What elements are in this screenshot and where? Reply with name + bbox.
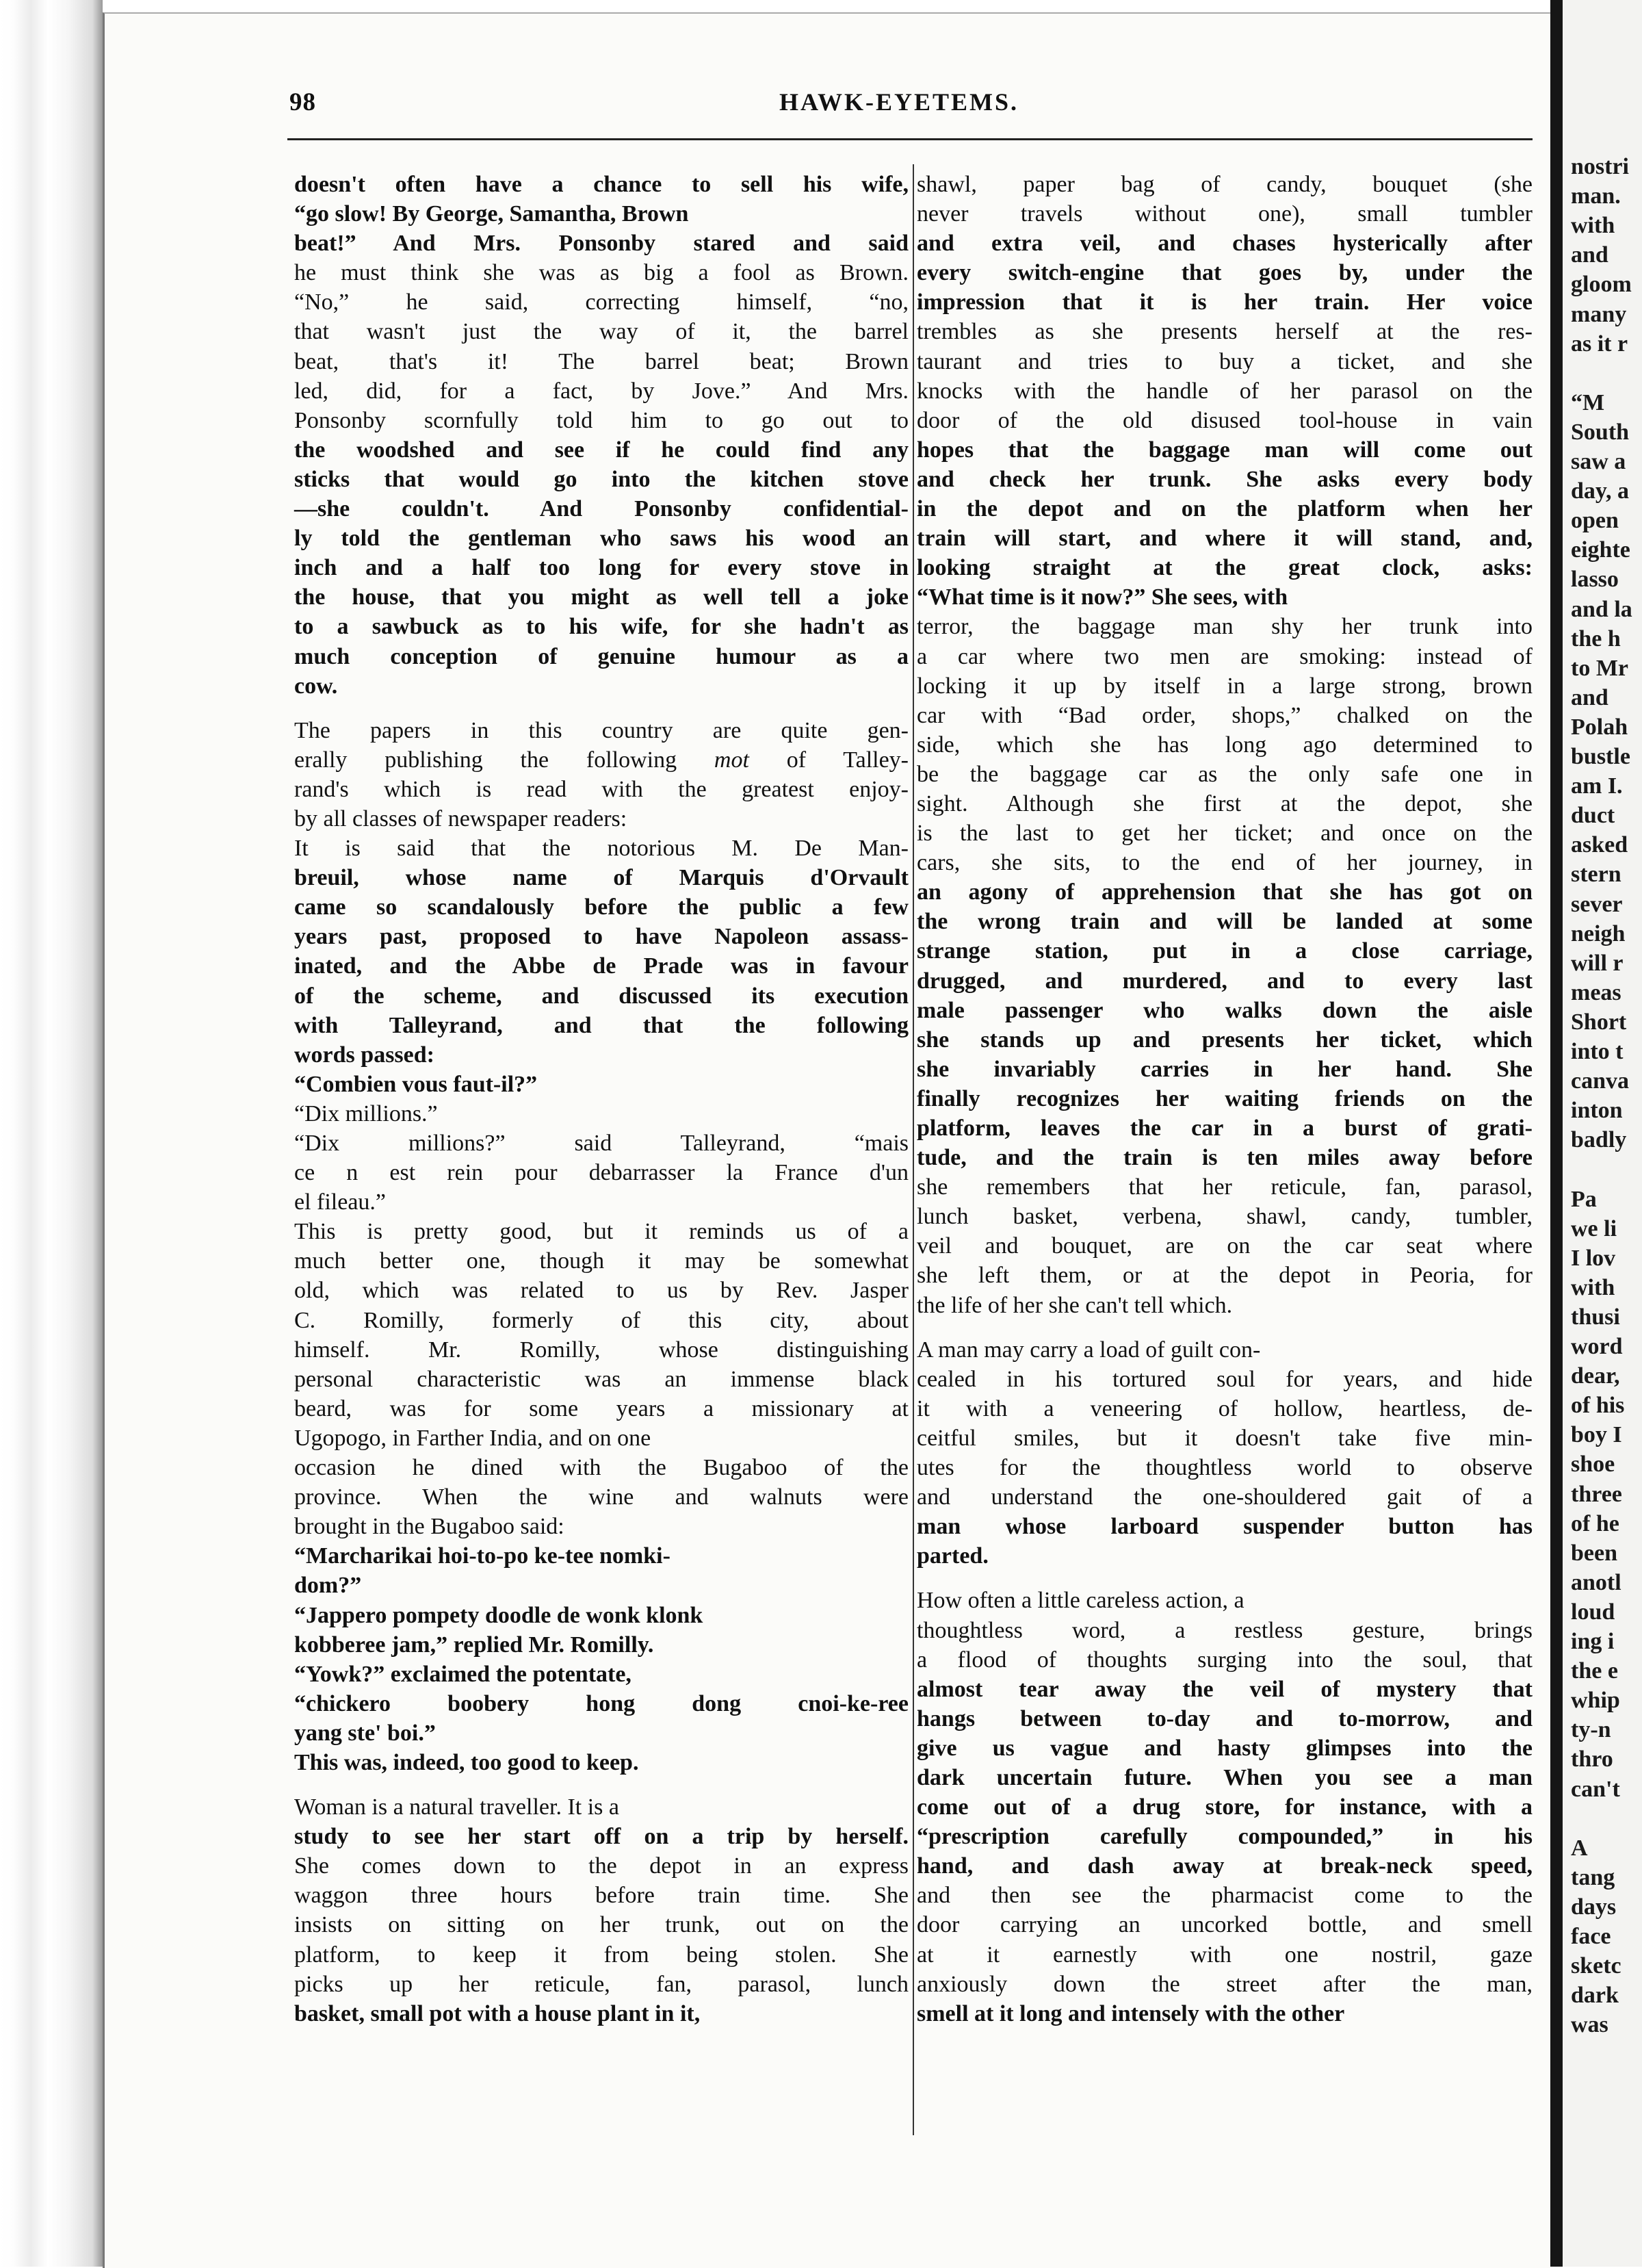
next-page-fragment: was [1571, 2012, 1608, 2038]
text-line: cealed in his tortured soul for years, and hide [917, 1366, 1533, 1392]
text-line: inated, and the Abbe de Prade was in favour [294, 953, 909, 979]
running-title: HAWK-EYETEMS. [779, 88, 1019, 116]
text-line: with Talleyrand, and that the following [294, 1012, 909, 1038]
text-line: man whose larboard suspender button has [917, 1514, 1533, 1540]
text-line: and then see the pharmacist come to the [917, 1883, 1533, 1909]
next-page-fragment: to Mr [1571, 655, 1629, 681]
text-line: anxiously down the street after the man, [917, 1971, 1533, 1997]
text-line: beat!” And Mrs. Ponsonby stared and said [294, 231, 909, 257]
text-line: ce n est rein pour debarrasser la France d'un [294, 1160, 909, 1186]
next-page-fragment: badly [1571, 1127, 1627, 1153]
text-line: strange station, put in a close carriage, [917, 938, 1533, 964]
text-line: How often a little careless action, a [917, 1588, 1244, 1614]
text-line: personal characteristic was an immense black [294, 1366, 909, 1392]
text-line: taurant and tries to buy a ticket, and she [917, 348, 1533, 374]
text-line: “go slow! By George, Samantha, Brown [294, 201, 689, 227]
next-page-fragment: many [1571, 301, 1627, 327]
column-divider [913, 164, 914, 2135]
text-line: door carrying an uncorked bottle, and smell [917, 1912, 1533, 1938]
text-line: to a sawbuck as to his wife, for she hadn't as [294, 614, 909, 640]
text-line: is the last to get her ticket; and once on the [917, 821, 1533, 847]
next-page-fragment: thusi [1571, 1304, 1620, 1330]
next-page-fragment: and la [1571, 596, 1632, 622]
next-page-fragment: will r [1571, 950, 1624, 976]
text-line: old, which was related to us by Rev. Jasper [294, 1278, 909, 1304]
text-line: utes for the thoughtless world to observe [917, 1455, 1533, 1481]
next-page-fragment: South [1571, 419, 1630, 445]
text-line: be the baggage car as the only safe one in [917, 761, 1533, 787]
text-line: tude, and the train is ten miles away before [917, 1145, 1533, 1171]
text-line: veil and bouquet, are on the car seat where [917, 1233, 1533, 1259]
text-line: a car where two men are smoking: instead of [917, 643, 1533, 669]
text-line: hopes that the baggage man will come out [917, 437, 1533, 463]
text-line: province. When the wine and walnuts were [294, 1484, 909, 1510]
text-line: dark uncertain future. When you see a man [917, 1764, 1533, 1790]
text-line: cow. [294, 673, 338, 699]
next-page-fragment: shoe [1571, 1452, 1615, 1478]
next-page-fragment: of he [1571, 1510, 1619, 1536]
text-line: study to see her start off on a trip by herself. [294, 1824, 909, 1850]
text-line: she invariably carries in her hand. She [917, 1056, 1533, 1082]
text-line: words passed: [294, 1042, 434, 1068]
text-line: male passenger who walks down the aisle [917, 997, 1533, 1023]
text-line: cars, she sits, to the end of her journey, in [917, 850, 1533, 876]
next-page-fragment: gloom [1571, 272, 1632, 298]
text-line: and understand the one-shouldered gait of a [917, 1484, 1533, 1510]
next-page-fragment: meas [1571, 979, 1621, 1005]
text-line: “chickero boobery hong dong cnoi-ke-ree [294, 1690, 909, 1716]
italic-word: mot [714, 747, 749, 773]
text-line: A man may carry a load of guilt con- [917, 1337, 1261, 1363]
text-line: she remembers that her reticule, fan, parasol, [917, 1174, 1533, 1200]
text-line: inch and a half too long for every stove in [294, 555, 909, 581]
text-line: give us vague and hasty glimpses into the [917, 1735, 1533, 1761]
text-line: never travels without one), small tumbler [917, 201, 1533, 227]
text-line: ly told the gentleman who saws his wood an [294, 526, 909, 552]
text-line: come out of a drug store, for instance, with a [917, 1794, 1533, 1820]
next-page-fragment: A [1571, 1835, 1588, 1861]
text-line: el fileau.” [294, 1189, 387, 1215]
next-page-fragment: man. [1571, 183, 1621, 209]
next-page-fragment: can't [1571, 1776, 1620, 1802]
text-line: side, which she has long ago determined to [917, 732, 1533, 758]
text-line: in the depot and on the platform when her [917, 496, 1533, 522]
next-page-fragment: Short [1571, 1009, 1627, 1035]
text-line: basket, small pot with a house plant in it, [294, 2000, 701, 2026]
text-line: occasion he dined with the Bugaboo of the [294, 1455, 909, 1481]
text-line: “What time is it now?” She sees, with [917, 584, 1288, 610]
next-page-fragment: sever [1571, 891, 1623, 917]
text-line: of the scheme, and discussed its execution [294, 983, 909, 1009]
next-page-fragment: anotl [1571, 1569, 1621, 1595]
text-column-left [294, 170, 909, 2028]
next-page-fragment: three [1571, 1481, 1622, 1507]
scan-border-left [0, 0, 103, 2267]
next-page-fragment: dark [1571, 1983, 1619, 2009]
text-line: terror, the baggage man shy her trunk into [917, 614, 1533, 640]
text-line: C. Romilly, formerly of this city, about [294, 1307, 909, 1333]
text-line: breuil, whose name of Marquis d'Orvault [294, 865, 909, 891]
text-line: drugged, and murdered, and to every last [917, 968, 1533, 994]
next-page-fragment: duct [1571, 803, 1615, 829]
text-line: “Jappero pompety doodle de wonk klonk [294, 1602, 703, 1628]
next-page-fragment: stern [1571, 862, 1621, 888]
text-line: himself. Mr. Romilly, whose distinguishing [294, 1337, 909, 1363]
text-line: it with a veneering of hollow, heartless, de- [917, 1395, 1533, 1421]
next-page-fragment: into t [1571, 1039, 1624, 1064]
text-line: thoughtless word, a restless gesture, brings [917, 1617, 1533, 1643]
text-line: led, did, for a fact, by Jove.” And Mrs. [294, 378, 909, 404]
next-page-fragment: with [1571, 213, 1615, 239]
text-line: the life of her she can't tell which. [917, 1292, 1233, 1318]
text-line: insists on sitting on her trunk, out on the [294, 1912, 909, 1938]
text-line [294, 1777, 909, 1792]
text-line: Ugopogo, in Farther India, and on one [294, 1425, 651, 1451]
next-page-fragment: days [1571, 1894, 1617, 1920]
text-line: sticks that would go into the kitchen stove [294, 466, 909, 492]
text-line: rand's which is read with the greatest enjoy- [294, 776, 909, 802]
text-line: train will start, and where it will stand, and, [917, 526, 1533, 552]
scan-border-top [103, 0, 1553, 14]
text-line: picks up her reticule, fan, parasol, lunch [294, 1971, 909, 1997]
text-line: almost tear away the veil of mystery that [917, 1676, 1533, 1702]
text-line: impression that it is her train. Her voice [917, 289, 1533, 315]
text-line: dom?” [294, 1573, 362, 1599]
next-page-fragment: neigh [1571, 920, 1626, 946]
text-line: “Dix millions.” [294, 1100, 438, 1126]
text-line: Ponsonby scornfully told him to go out to [294, 407, 909, 433]
text-line: the woodshed and see if he could find any [294, 437, 909, 463]
next-page-fragment: tang [1571, 1864, 1615, 1890]
next-page-fragment: inton [1571, 1098, 1623, 1124]
next-page-fragment: open [1571, 508, 1619, 534]
text-line: at it earnestly with one nostril, gaze [917, 1942, 1533, 1968]
next-page-fragment: saw a [1571, 449, 1626, 474]
next-page-fragment: day, a [1571, 478, 1630, 504]
next-page-fragment: been [1571, 1540, 1617, 1566]
text-line: It is said that the notorious M. De Man- [294, 836, 909, 862]
text-line: he must think she was as big a fool as Brown. [294, 260, 909, 286]
next-page-fragment: and [1571, 684, 1608, 710]
header-rule [287, 138, 1533, 140]
text-line: door of the old disused tool-house in vain [917, 407, 1533, 433]
text-line: the wrong train and will be landed at some [917, 909, 1533, 935]
text-line: Woman is a natural traveller. It is a [294, 1794, 619, 1820]
next-page-fragment: ing i [1571, 1629, 1615, 1654]
text-line: brought in the Bugaboo said: [294, 1514, 564, 1540]
next-page-fragment: sketc [1571, 1953, 1621, 1979]
next-page-fragment: as it r [1571, 331, 1628, 357]
text-line: “Dix millions?” said Talleyrand, “mais [294, 1131, 909, 1156]
text-line: platform, to keep it from being stolen. She [294, 1942, 909, 1968]
text-line: trembles as she presents herself at the res- [917, 319, 1533, 345]
next-page-fragment: Pa [1571, 1186, 1597, 1212]
text-line: much better one, though it may be somewhat [294, 1248, 909, 1274]
next-page-fragment: with [1571, 1274, 1615, 1300]
next-page-fragment: whip [1571, 1688, 1620, 1714]
next-page-fragment: asked [1571, 832, 1628, 858]
next-page-fragment: word [1571, 1334, 1623, 1359]
text-line: yang ste' boi.” [294, 1720, 436, 1746]
page-number: 98 [289, 88, 316, 116]
next-page-fragment: and [1571, 242, 1608, 268]
text-line: “Combien vous faut-il?” [294, 1071, 538, 1097]
text-line: finally recognizes her waiting friends on the [917, 1085, 1533, 1111]
text-line: years past, proposed to have Napoleon assass- [294, 924, 909, 950]
text-line: looking straight at the great clock, asks: [917, 555, 1533, 581]
next-page-fragment: face [1571, 1924, 1611, 1949]
text-line: shawl, paper bag of candy, bouquet (she [917, 172, 1533, 197]
text-column-right [917, 170, 1533, 2028]
text-line: knocks with the handle of her parasol on the [917, 378, 1533, 404]
next-page-edge [1563, 0, 1642, 2267]
text-line: locking it up by itself in a large strong, brown [917, 673, 1533, 699]
text-line: doesn't often have a chance to sell his wife, [294, 172, 909, 197]
text-line: She comes down to the depot in an express [294, 1853, 909, 1879]
text-line: lunch basket, verbena, shawl, candy, tumbler, [917, 1204, 1533, 1230]
next-page-fragment: am I. [1571, 773, 1623, 799]
next-page-fragment: canva [1571, 1068, 1629, 1094]
text-line: beard, was for some years a missionary at [294, 1395, 909, 1421]
next-page-fragment: of his [1571, 1393, 1625, 1419]
next-page-fragment: “M [1571, 389, 1605, 415]
text-line: ceitful smiles, but it doesn't take five min- [917, 1425, 1533, 1451]
text-line: smell at it long and intensely with the other [917, 2000, 1345, 2026]
text-line: every switch-engine that goes by, under the [917, 260, 1533, 286]
text-line: waggon three hours before train time. She [294, 1883, 909, 1909]
next-page-fragment: thro [1571, 1747, 1613, 1773]
text-line: This is pretty good, but it reminds us of a [294, 1219, 909, 1245]
next-page-fragment: loud [1571, 1599, 1615, 1625]
next-page-fragment: ty-n [1571, 1717, 1611, 1743]
text-line: sight. Although she first at the depot, she [917, 790, 1533, 816]
text-line: erally publishing the following mot of Talley- [294, 747, 909, 773]
page-gutter [1550, 0, 1563, 2267]
text-line: car with “Bad order, shops,” chalked on the [917, 702, 1533, 728]
text-line: she left them, or at the depot in Peoria, for [917, 1263, 1533, 1289]
text-line: and extra veil, and chases hysterically after [917, 231, 1533, 257]
text-line: hand, and dash away at break-neck speed, [917, 1853, 1533, 1879]
text-line: that wasn't just the way of it, the barrel [294, 319, 909, 345]
next-page-fragment: we li [1571, 1215, 1617, 1241]
text-line: kobberee jam,” replied Mr. Romilly. [294, 1632, 654, 1658]
text-line: platform, leaves the car in a burst of grati- [917, 1116, 1533, 1141]
text-line: much conception of genuine humour as a [294, 643, 909, 669]
text-line: “prescription carefully compounded,” in his [917, 1824, 1533, 1850]
text-line: hangs between to-day and to-morrow, and [917, 1705, 1533, 1731]
text-line: a flood of thoughts surging into the soul, that [917, 1647, 1533, 1673]
next-page-fragment: dear, [1571, 1363, 1620, 1389]
text-line: parted. [917, 1543, 989, 1569]
text-line [917, 1320, 1533, 1335]
text-line: an agony of apprehension that she has got on [917, 879, 1533, 905]
text-line: the house, that you might as well tell a joke [294, 584, 909, 610]
text-line: —she couldn't. And Ponsonby confidential- [294, 496, 909, 522]
next-page-fragment: lasso [1571, 567, 1619, 593]
text-line: This was, indeed, too good to keep. [294, 1749, 639, 1775]
text-line: she stands up and presents her ticket, which [917, 1027, 1533, 1053]
next-page-fragment: eighte [1571, 537, 1630, 563]
text-line: by all classes of newspaper readers: [294, 806, 627, 832]
text-line: beat, that's it! The barrel beat; Brown [294, 348, 909, 374]
next-page-fragment: I lov [1571, 1245, 1616, 1271]
text-line: “Marcharikai hoi-to-po ke-tee nomki- [294, 1543, 670, 1569]
next-page-fragment: nostri [1571, 154, 1629, 179]
text-line: and check her trunk. She asks every body [917, 466, 1533, 492]
next-page-fragment: boy I [1571, 1422, 1622, 1448]
next-page-fragment: the h [1571, 626, 1621, 652]
text-line [917, 1571, 1533, 1586]
text-line: came so scandalously before the public a few [294, 894, 909, 920]
text-line: The papers in this country are quite gen- [294, 717, 909, 743]
text-line: “No,” he said, correcting himself, “no, [294, 289, 909, 315]
next-page-fragment: bustle [1571, 744, 1630, 769]
text-line [294, 701, 909, 716]
next-page-fragment: the e [1571, 1658, 1618, 1684]
next-page-fragment: Polah [1571, 714, 1628, 740]
text-line: “Yowk?” exclaimed the potentate, [294, 1661, 631, 1687]
